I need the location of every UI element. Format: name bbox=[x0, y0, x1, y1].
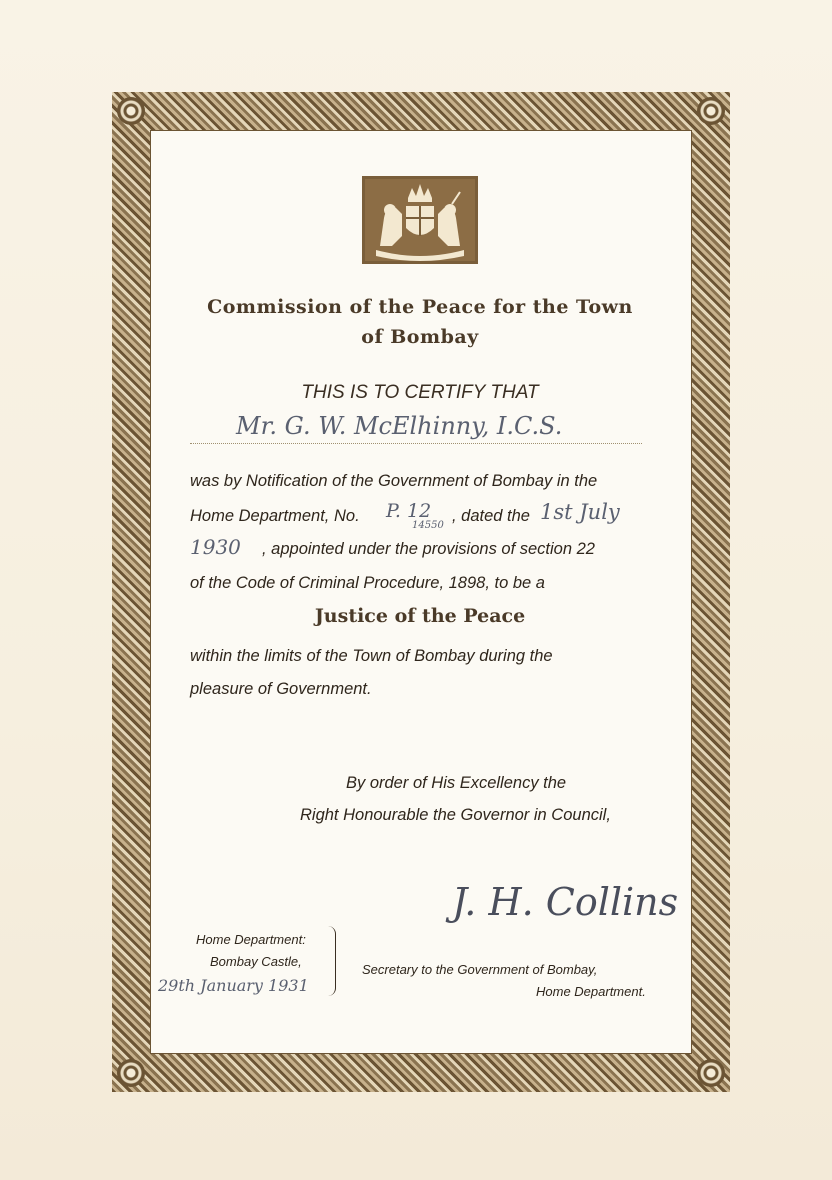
corner-ornament-top-right bbox=[697, 97, 725, 125]
dated-year: 1930 bbox=[190, 535, 241, 559]
secretary-signature: J. H. Collins bbox=[452, 880, 679, 924]
corner-ornament-bottom-left bbox=[117, 1059, 145, 1087]
office-title: Justice of the Peace bbox=[314, 605, 526, 627]
body-line-4: of the Code of Criminal Procedure, 1898, to be a bbox=[190, 574, 545, 592]
bracket bbox=[327, 926, 336, 996]
notification-sub-number: 14550 bbox=[412, 520, 444, 531]
dept-line-1: Home Department: bbox=[196, 932, 306, 947]
appointee-name: Mr. G. W. McElhinny, I.C.S. bbox=[236, 412, 563, 440]
body-line-2-mid: , dated the bbox=[452, 507, 530, 525]
corner-ornament-top-left bbox=[117, 97, 145, 125]
notification-number: P. 12 bbox=[386, 500, 432, 522]
dated-day-month: 1st July bbox=[540, 500, 620, 524]
body-line-3: , appointed under the provisions of section 22 bbox=[262, 540, 595, 558]
certificate-title-line1: Commission of the Peace for the Town bbox=[207, 296, 633, 318]
name-line bbox=[190, 443, 642, 444]
secretary-line-2: Home Department. bbox=[536, 984, 646, 999]
body-line-2-prefix: Home Department, No. bbox=[190, 507, 360, 525]
order-line-2: Right Honourable the Governor in Council, bbox=[300, 806, 611, 824]
order-line-1: By order of His Excellency the bbox=[346, 774, 567, 792]
corner-ornament-bottom-right bbox=[697, 1059, 725, 1087]
body-line-5: within the limits of the Town of Bombay during the bbox=[190, 647, 553, 665]
body-line-1: was by Notification of the Government of Bombay in the bbox=[190, 472, 598, 490]
certificate-title-line2: of Bombay bbox=[361, 326, 479, 348]
royal-coat-of-arms-icon bbox=[362, 176, 478, 264]
body-line-6: pleasure of Government. bbox=[190, 680, 372, 698]
dept-line-2: Bombay Castle, bbox=[210, 954, 302, 969]
issue-date: 29th January 1931 bbox=[158, 976, 309, 995]
secretary-line-1: Secretary to the Government of Bombay, bbox=[362, 962, 598, 977]
certify-heading: THIS IS TO CERTIFY THAT bbox=[301, 382, 539, 403]
